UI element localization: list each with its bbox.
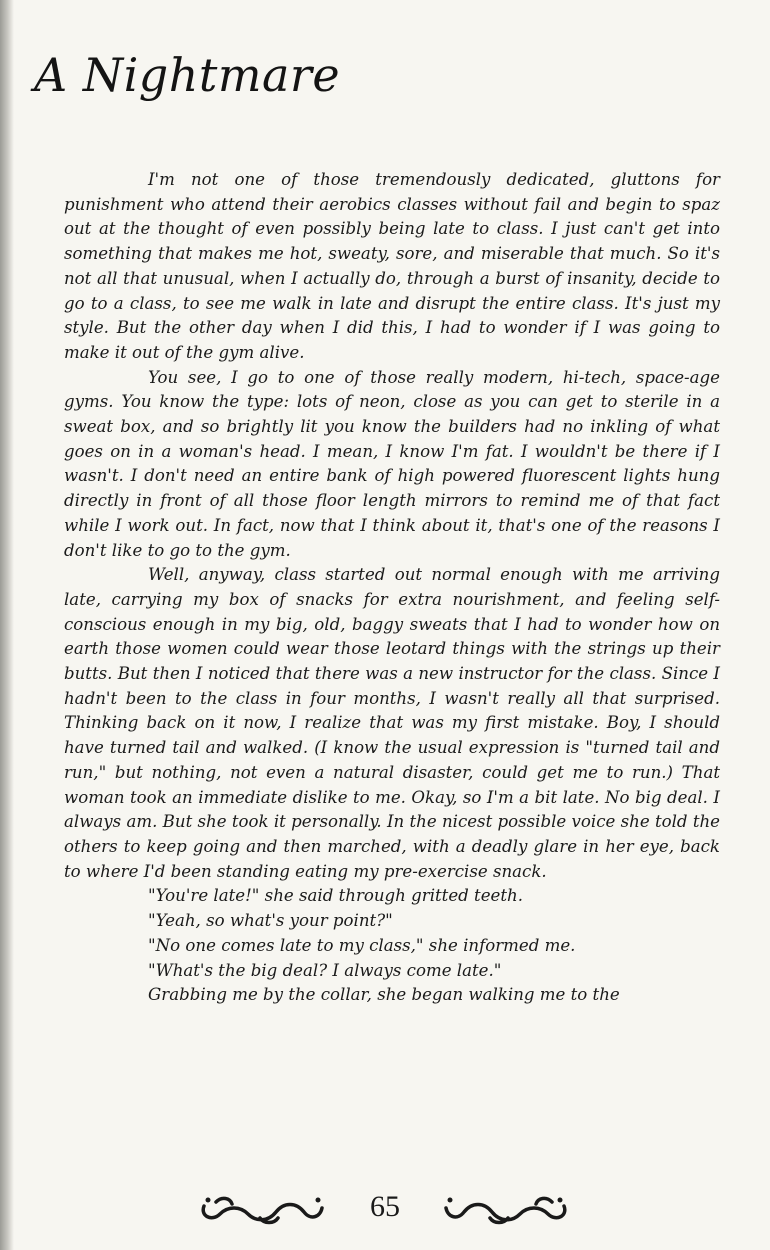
dialogue-line-2: "Yeah, so what's your point?" (148, 911, 393, 931)
paragraph-2: You see, I go to one of those really modern, hi-tech, space-age gyms. You know the type: lots of neon, close as you can get to sterile in a sweat box, and so brightly lit you know the builders had no inkling of what goes on in a woman's head. I mean, I know I'm fat. I wouldn't be there if I wasn't. I don't need an entire bank of high powered fluorescent lights hung directly in front of all those floor length mirrors to remind me of that fact while I work out. In fact, now that I think about it, that's one of the reasons I don't like to go to the gym. (64, 367, 720, 560)
page-number: 65 (370, 1190, 400, 1223)
dialogue-line-3: "No one comes late to my class," she informed me. (148, 935, 576, 955)
scroll-flourish-icon (440, 1192, 570, 1226)
scroll-flourish-icon (198, 1192, 328, 1226)
story-body (64, 168, 720, 1008)
binding-gutter (0, 0, 14, 1250)
paragraph-final: Grabbing me by the collar, she began walking me to the (148, 985, 620, 1005)
paragraph-3: Well, anyway, class started out normal enough with me arriving late, carrying my box of snacks for extra nourishment, and feeling self-conscious enough in my big, old, baggy sweats that I had to wonder how on earth those women could wear those leotard things with the strings up their butts. But then I noticed that there was a new instructor for the class. Since I hadn't been to the class in four months, I wasn't really all that surprised. Thinking back on it now, I realize that was my first mistake. Boy, I should have turned tail and walked. (I know the usual expression is "turned tail and run," but nothing, not even a natural disaster, could get me to run.) That woman took an immediate dislike to me. Okay, so I'm a bit late. No big deal. I always am. But she took it personally. In the nicest possible voice she told the others to keep going and then marched, with a deadly glare in her eye, back to where I'd been standing eating my pre-exercise snack. (64, 565, 720, 881)
dialogue-line-1: "You're late!" she said through gritted teeth. (148, 886, 523, 906)
dialogue-line-4: "What's the big deal? I always come late." (148, 960, 502, 980)
paragraph-1: I'm not one of those tremendously dedicated, gluttons for punishment who attend their aerobics classes without fail and begin to spaz out at the thought of even possibly being late to class. I just can't get into something that makes me hot, sweaty, sore, and miserable that much. So it's not all that unusual, when I actually do, through a burst of insanity, decide to go to a class, to see me walk in late and disrupt the entire class. It's just my style. But the other day when I did this, I had to wonder if I was going to make it out of the gym alive. (64, 170, 720, 362)
page-footer (0, 1182, 770, 1232)
chapter-title: A Nightmare (34, 48, 341, 102)
